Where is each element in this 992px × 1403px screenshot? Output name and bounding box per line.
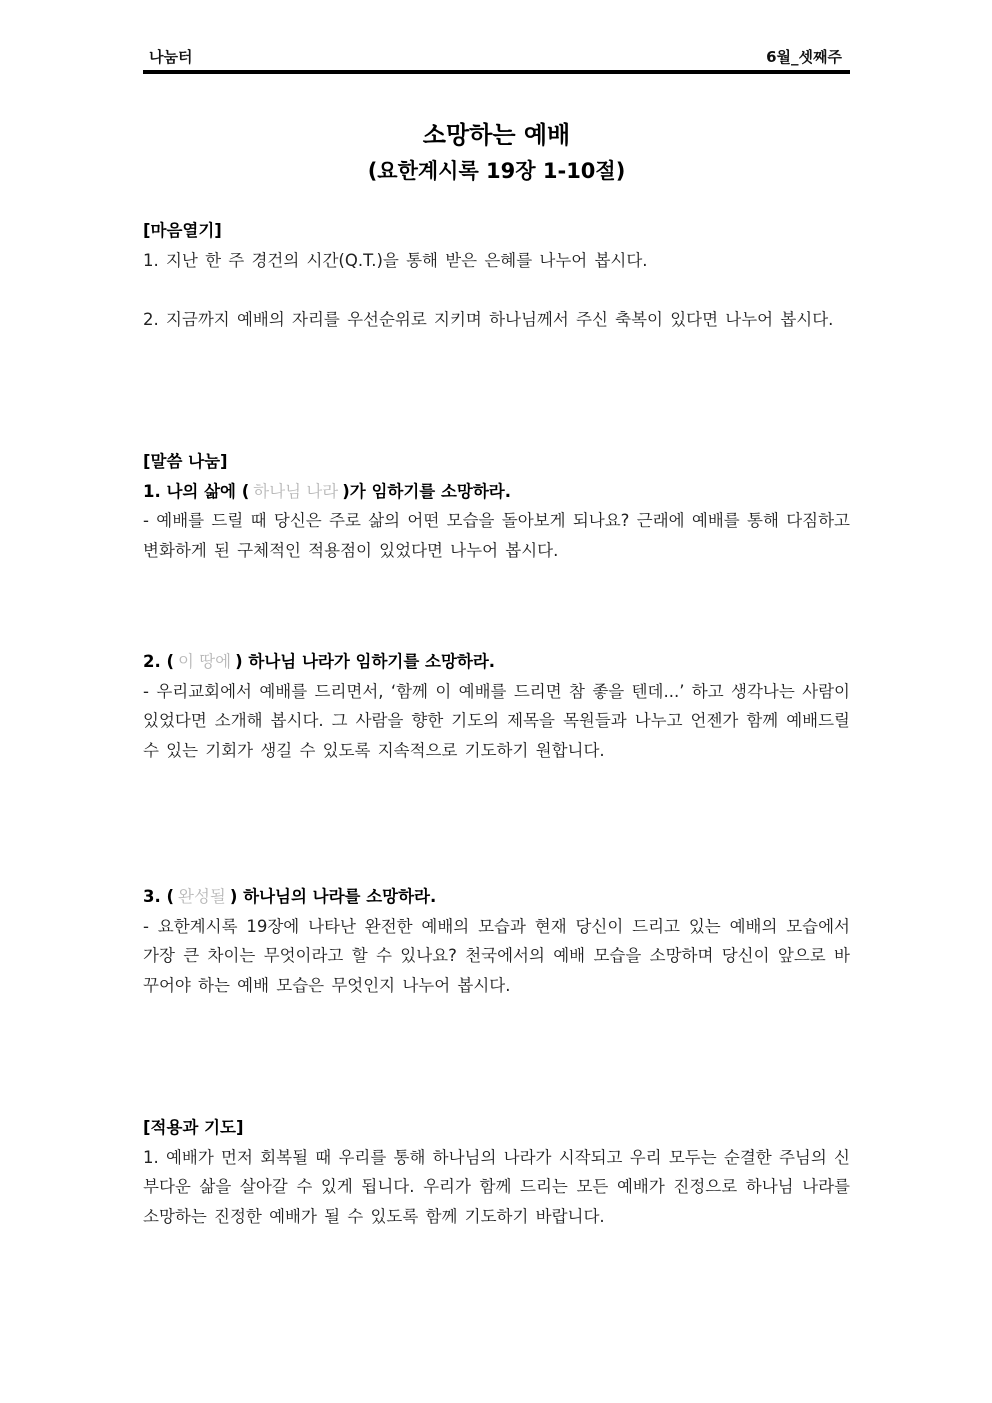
word-sharing-section bbox=[143, 447, 850, 565]
question-1-prefix: 1. 나의 삶에 ( bbox=[143, 481, 250, 501]
question-1-title bbox=[143, 477, 850, 507]
question-2-title bbox=[143, 647, 850, 677]
question-3-suffix: ) 하나님의 나라를 소망하라. bbox=[229, 887, 437, 906]
opening-section bbox=[143, 216, 850, 275]
application-item-1: 1. 예배가 먼저 회복될 때 우리를 통해 하나님의 나라가 시작되고 우리 모두는 순결한 주님의 신부다운 삶을 살아갈 수 있게 됩니다. 우리가 함께 드리는 모든 예배가 진정으로 하나님 나라를 소망하는 진정한 예배가 될 수 있도록 함께 기도하기 바랍니다. bbox=[143, 1147, 850, 1226]
question-2-prefix: 2. ( bbox=[143, 652, 175, 671]
question-1-blank-answer: 하나님 나라 bbox=[253, 481, 339, 501]
application-heading: [적용과 기도] bbox=[143, 1118, 244, 1137]
question-2-block bbox=[143, 647, 850, 765]
header-left-label: 나눔터 bbox=[149, 48, 193, 66]
opening-heading: [마음열기] bbox=[143, 221, 222, 240]
word-sharing-heading: [말씀 나눔] bbox=[143, 452, 228, 471]
page-subtitle: (요한계시록 19장 1-10절) bbox=[367, 159, 626, 183]
opening-item-1: 1. 지난 한 주 경건의 시간(Q.T.)을 통해 받은 은혜를 나누어 봅시다. bbox=[143, 250, 648, 270]
question-1-suffix: )가 임하기를 소망하라. bbox=[342, 481, 511, 501]
question-3-body: - 요한계시록 19장에 나타난 완전한 예배의 모습과 현재 당신이 드리고 있는 예배의 모습에서 가장 큰 차이는 무엇이라고 할 수 있나요? 천국에서의 예배 모습을 소망하며 당신이 앞으로 바꾸어야 하는 예배 모습은 무엇인지 나누어 봅시다. bbox=[143, 916, 850, 995]
question-3-block bbox=[143, 882, 850, 1000]
question-3-prefix: 3. ( bbox=[143, 887, 175, 906]
header-right-label: 6월_셋째주 bbox=[766, 48, 842, 66]
question-2-suffix: ) 하나님 나라가 임하기를 소망하라. bbox=[235, 652, 496, 671]
question-2-blank-answer: 이 땅에 bbox=[178, 652, 232, 671]
question-3-blank-answer: 완성될 bbox=[178, 887, 226, 906]
question-2-body: - 우리교회에서 예배를 드리면서, ‘함께 이 예배를 드리면 참 좋을 텐데...’ 하고 생각나는 사람이 있었다면 소개해 봅시다. 그 사람을 향한 기도의 제목을 목원들과 나누고 언젠가 함께 예배드릴 수 있는 기회가 생길 수 있도록 지속적으로 기도하기 원합니다. bbox=[143, 681, 850, 760]
opening-item-2: 2. 지금까지 예배의 자리를 우선순위로 지키며 하나님께서 주신 축복이 있다면 나누어 봅시다. bbox=[143, 310, 834, 329]
opening-section-2 bbox=[143, 305, 850, 335]
question-3-title bbox=[143, 882, 850, 912]
question-1-body: - 예배를 드릴 때 당신은 주로 삶의 어떤 모습을 돌아보게 되나요? 근래에 예배를 통해 다짐하고 변화하게 된 구체적인 적용점이 있었다면 나누어 봅시다. bbox=[143, 511, 850, 560]
header-divider bbox=[143, 70, 850, 74]
application-section bbox=[143, 1113, 850, 1231]
page-header bbox=[143, 44, 850, 66]
page-title: 소망하는 예배 bbox=[422, 121, 571, 149]
